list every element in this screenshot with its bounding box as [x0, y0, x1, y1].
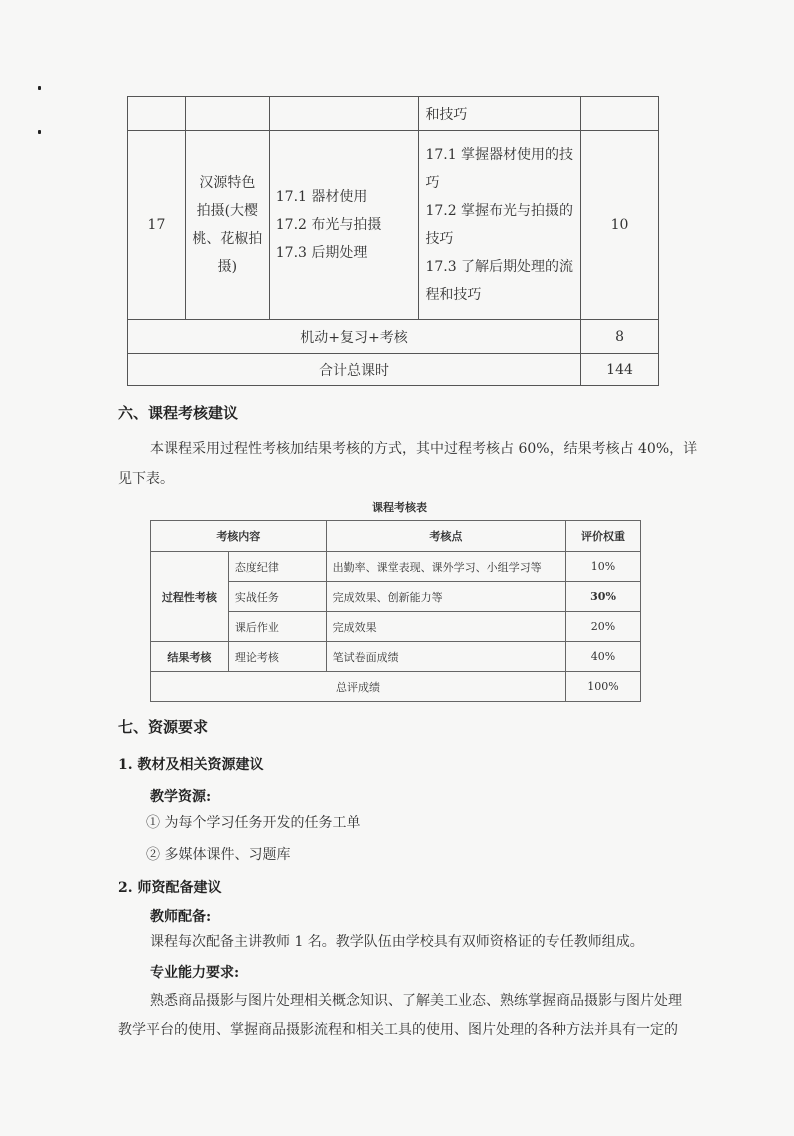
item-cell: 实战任务 [228, 582, 326, 612]
paragraph-line: 本课程采用过程性考核加结果考核的方式，其中过程考核占 60%，结果考核占 40%，详 [150, 441, 698, 457]
hours-cell: 144 [581, 354, 659, 386]
paragraph-line: 教学平台的使用、掌握商品摄影流程和相关工具的使用、图片处理的各种方法并具有一定的 [118, 1022, 678, 1038]
project-cell: 汉源特色 拍摄(大樱 桃、花椒拍 摄) [185, 131, 269, 320]
list-item: ① 为每个学习任务开发的任务工单 [146, 815, 361, 831]
table-row [128, 320, 659, 354]
table-row [128, 354, 659, 386]
points-cell: 完成效果、创新能力等 [326, 582, 565, 612]
points-cell: 出勤率、课堂表现、课外学习、小组学习等 [326, 552, 565, 582]
subsection-heading: 2. 师资配备建议 [118, 880, 222, 896]
group-process: 过程性考核 [151, 552, 229, 642]
list-item: ② 多媒体课件、习题库 [146, 847, 291, 863]
label-teaching-resources: 教学资源: [150, 789, 212, 805]
hours-cell: 10 [581, 131, 659, 320]
paragraph-line: 课程每次配备主讲教师 1 名。教学队伍由学校具有双师资格证的专任教师组成。 [150, 934, 644, 950]
section-heading: 六、课程考核建议 [118, 404, 239, 422]
table-caption: 课程考核表 [372, 501, 427, 514]
table-row [128, 97, 659, 131]
points-cell: 笔试卷面成绩 [326, 642, 565, 672]
weight-cell: 30% [566, 582, 641, 612]
subsection-heading: 1. 教材及相关资源建议 [118, 757, 264, 773]
total-label: 合计总课时 [128, 354, 581, 386]
weight-cell: 100% [566, 672, 641, 702]
group-result: 结果考核 [151, 642, 229, 672]
content-cell: 17.1 器材使用 17.2 布光与拍摄 17.3 后期处理 [269, 131, 419, 320]
table-row [151, 552, 641, 582]
item-cell: 课后作业 [228, 612, 326, 642]
table-row [151, 642, 641, 672]
header-weight: 评价权重 [566, 521, 641, 552]
schedule-table [127, 96, 659, 386]
label-teacher: 教师配备: [150, 909, 212, 925]
item-cell: 理论考核 [228, 642, 326, 672]
section-heading: 七、资源要求 [118, 718, 209, 736]
paragraph-line: 熟悉商品摄影与图片处理相关概念知识、了解美工业态、熟练掌握商品摄影与图片处理 [150, 993, 682, 1009]
header-points: 考核点 [326, 521, 565, 552]
objective-cell: 和技巧 [419, 97, 581, 131]
weight-cell: 40% [566, 642, 641, 672]
points-cell: 完成效果 [326, 612, 565, 642]
hours-cell: 8 [581, 320, 659, 354]
weight-cell: 20% [566, 612, 641, 642]
scan-mark [38, 130, 41, 134]
table-row [151, 672, 641, 702]
item-cell: 态度纪律 [228, 552, 326, 582]
paragraph-line: 见下表。 [118, 471, 174, 487]
header-content: 考核内容 [151, 521, 327, 552]
objective-cell: 17.1 掌握器材使用的技 巧 17.2 掌握布光与拍摄的 技巧 17.3 了解后期处理的流 程和技巧 [419, 131, 581, 320]
row-number: 17 [128, 131, 186, 320]
review-label: 机动+复习+考核 [128, 320, 581, 354]
label-ability: 专业能力要求: [150, 965, 240, 981]
table-row [128, 131, 659, 320]
total-label: 总评成绩 [151, 672, 566, 702]
weight-cell: 10% [566, 552, 641, 582]
table-header-row [151, 521, 641, 552]
scan-mark [38, 86, 41, 90]
assessment-table [150, 520, 641, 702]
